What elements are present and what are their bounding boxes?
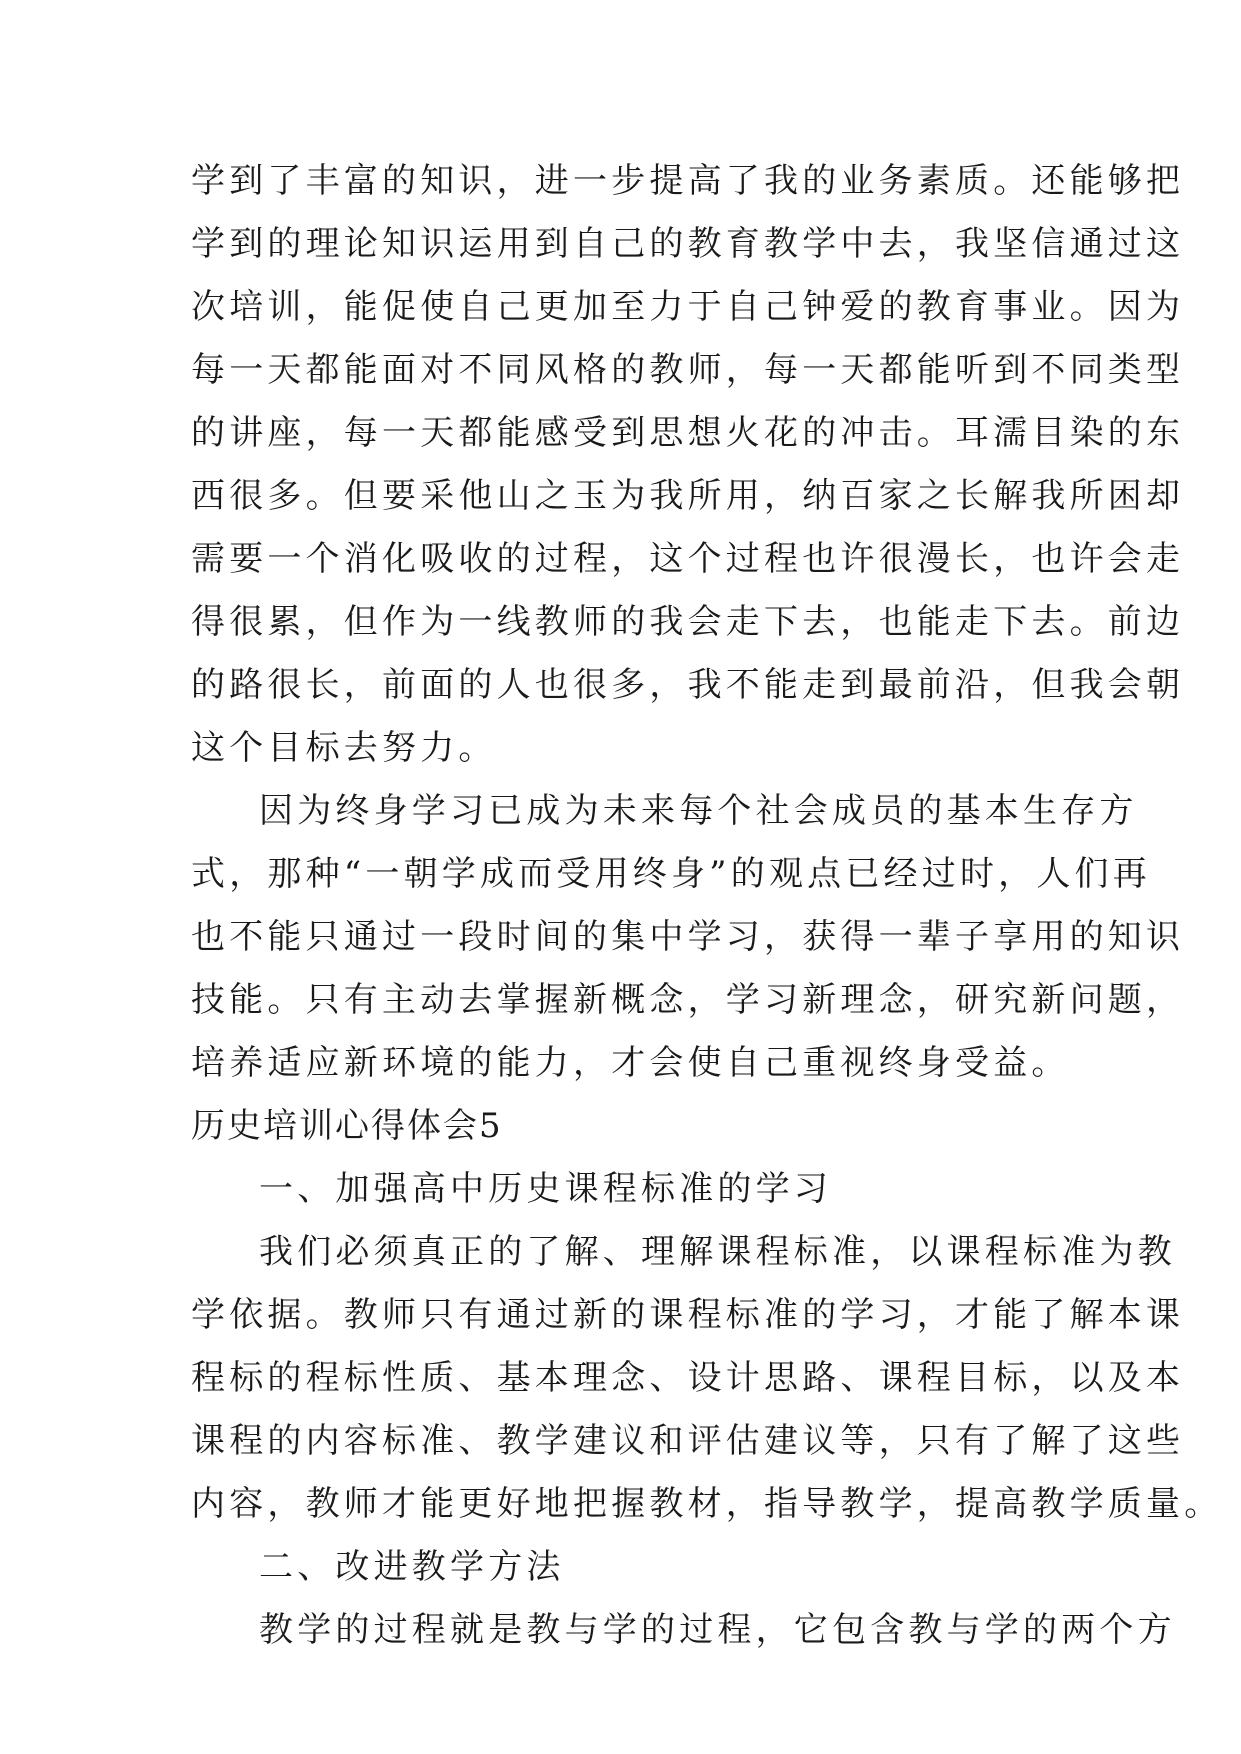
paragraph-line: 课程的内容标准、教学建议和评估建议等，只有了解了这些 (191, 1421, 1185, 1461)
paragraph-line: 次培训，能促使自己更加至力于自己钟爱的教育事业。因为 (191, 287, 1185, 327)
paragraph-line: 教学的过程就是教与学的过程，它包含教与学的两个方 (259, 1610, 1176, 1650)
paragraph-line: 式，那种“一朝学成而受用终身”的观点已经过时，人们再 (191, 854, 1151, 894)
paragraph-line: 需要一个消化吸收的过程，这个过程也许很漫长，也许会走 (191, 539, 1185, 579)
paragraph-line: 也不能只通过一段时间的集中学习，获得一辈子享用的知识 (191, 917, 1185, 957)
paragraph-line: 学依据。教师只有通过新的课程标准的学习，才能了解本课 (191, 1295, 1185, 1335)
paragraph-line: 培养适应新环境的能力，才会使自己重视终身受益。 (191, 1043, 1070, 1083)
paragraph-line: 这个目标去努力。 (191, 728, 497, 768)
subsection-heading: 二、改进教学方法 (259, 1547, 565, 1587)
paragraph-line: 的讲座，每一天都能感受到思想火花的冲击。耳濡目染的东 (191, 413, 1185, 453)
paragraph-line: 西很多。但要采他山之玉为我所用，纳百家之长解我所困却 (191, 476, 1185, 516)
paragraph-line: 每一天都能面对不同风格的教师，每一天都能听到不同类型 (191, 350, 1185, 390)
paragraph-line: 学到了丰富的知识，进一步提高了我的业务素质。还能够把 (191, 161, 1185, 201)
paragraph-line: 学到的理论知识运用到自己的教育教学中去，我坚信通过这 (191, 224, 1185, 264)
paragraph-line: 得很累，但作为一线教师的我会走下去，也能走下去。前边 (191, 602, 1185, 642)
document-page (191, 150, 1223, 1662)
paragraph-line: 的路很长，前面的人也很多，我不能走到最前沿，但我会朝 (191, 665, 1185, 705)
paragraph-line: 程标的程标性质、基本理念、设计思路、课程目标，以及本 (191, 1358, 1185, 1398)
section-title: 历史培训心得体会5 (191, 1106, 503, 1146)
subsection-heading: 一、加强高中历史课程标准的学习 (259, 1169, 832, 1209)
paragraph-line: 内容，教师才能更好地把握教材，指导教学，提高教学质量。 (191, 1484, 1223, 1524)
paragraph-line: 我们必须真正的了解、理解课程标准，以课程标准为教 (259, 1232, 1176, 1272)
paragraph-line: 技能。只有主动去掌握新概念，学习新理念，研究新问题， (191, 980, 1185, 1020)
paragraph-line: 因为终身学习已成为未来每个社会成员的基本生存方 (259, 791, 1138, 831)
